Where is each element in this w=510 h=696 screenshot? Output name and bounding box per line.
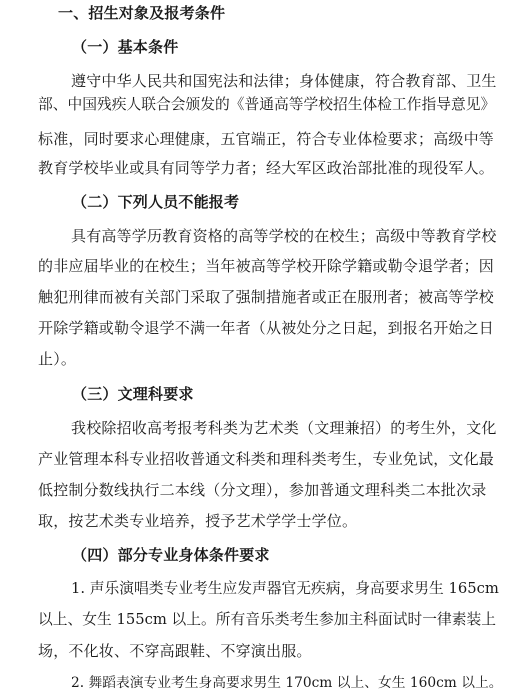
paragraph-line: 标准，同时要求心理健康，五官端正，符合专业体检要求；高级中等 xyxy=(38,130,495,148)
paragraph-line: 遵守中华人民共和国宪法和法律；身体健康，符合教育部、卫生 xyxy=(71,72,497,90)
paragraph-line: 部、中国残疾人联合会颁发的《普通高等学校招生体检工作指导意见》 xyxy=(38,96,496,113)
paragraph-line: 的非应届毕业的在校生；当年被高等学校开除学籍或勒令退学者；因 xyxy=(38,257,495,275)
paragraph-line: 触犯刑律而被有关部门采取了强制措施者或正在服刑者；被高等学校 xyxy=(38,288,495,306)
paragraph-line: 止）。 xyxy=(38,350,77,368)
subsection-heading-ineligible: （二）下列人员不能报考 xyxy=(72,193,240,211)
paragraph-line: 开除学籍或勒令退学不满一年者（从被处分之日起，到报名开始之日 xyxy=(38,319,495,337)
paragraph-line: 以上、女生 155cm 以上。所有音乐类考生参加主科面试时一律素装上 xyxy=(38,611,497,628)
paragraph-line: 低控制分数线执行二本线（分文理），参加普通文理科类二本批次录 xyxy=(38,481,487,499)
paragraph-line: 我校除招收高考报考科类为艺术类（文理兼招）的考生外，文化 xyxy=(71,419,497,437)
section-title: 一、招生对象及报考条件 xyxy=(58,4,226,22)
paragraph-line: 1. 声乐演唱类专业考生应发声器官无疾病，身高要求男生 165cm xyxy=(71,580,499,597)
paragraph-line: 具有高等学历教育资格的高等学校的在校生；高级中等教育学校 xyxy=(71,227,497,245)
paragraph-line: 2. 舞蹈表演专业考生身高要求男生 170cm 以上、女生 160cm 以上。 xyxy=(71,675,503,691)
subsection-heading-physical-requirements: （四）部分专业身体条件要求 xyxy=(72,546,270,564)
paragraph-line: 场，不化妆、不穿高跟鞋、不穿演出服。 xyxy=(38,642,312,660)
subsection-heading-arts-science: （三）文理科要求 xyxy=(72,385,194,403)
paragraph-line: 教育学校毕业或具有同等学力者；经大军区政治部批准的现役军人。 xyxy=(38,159,495,177)
paragraph-line: 取，按艺术类专业培养，授予艺术学学士学位。 xyxy=(38,512,358,530)
subsection-heading-basic-conditions: （一）基本条件 xyxy=(72,38,179,56)
paragraph-line: 产业管理本科专业招收普通文科类和理科类考生，专业免试，文化最 xyxy=(38,450,495,468)
